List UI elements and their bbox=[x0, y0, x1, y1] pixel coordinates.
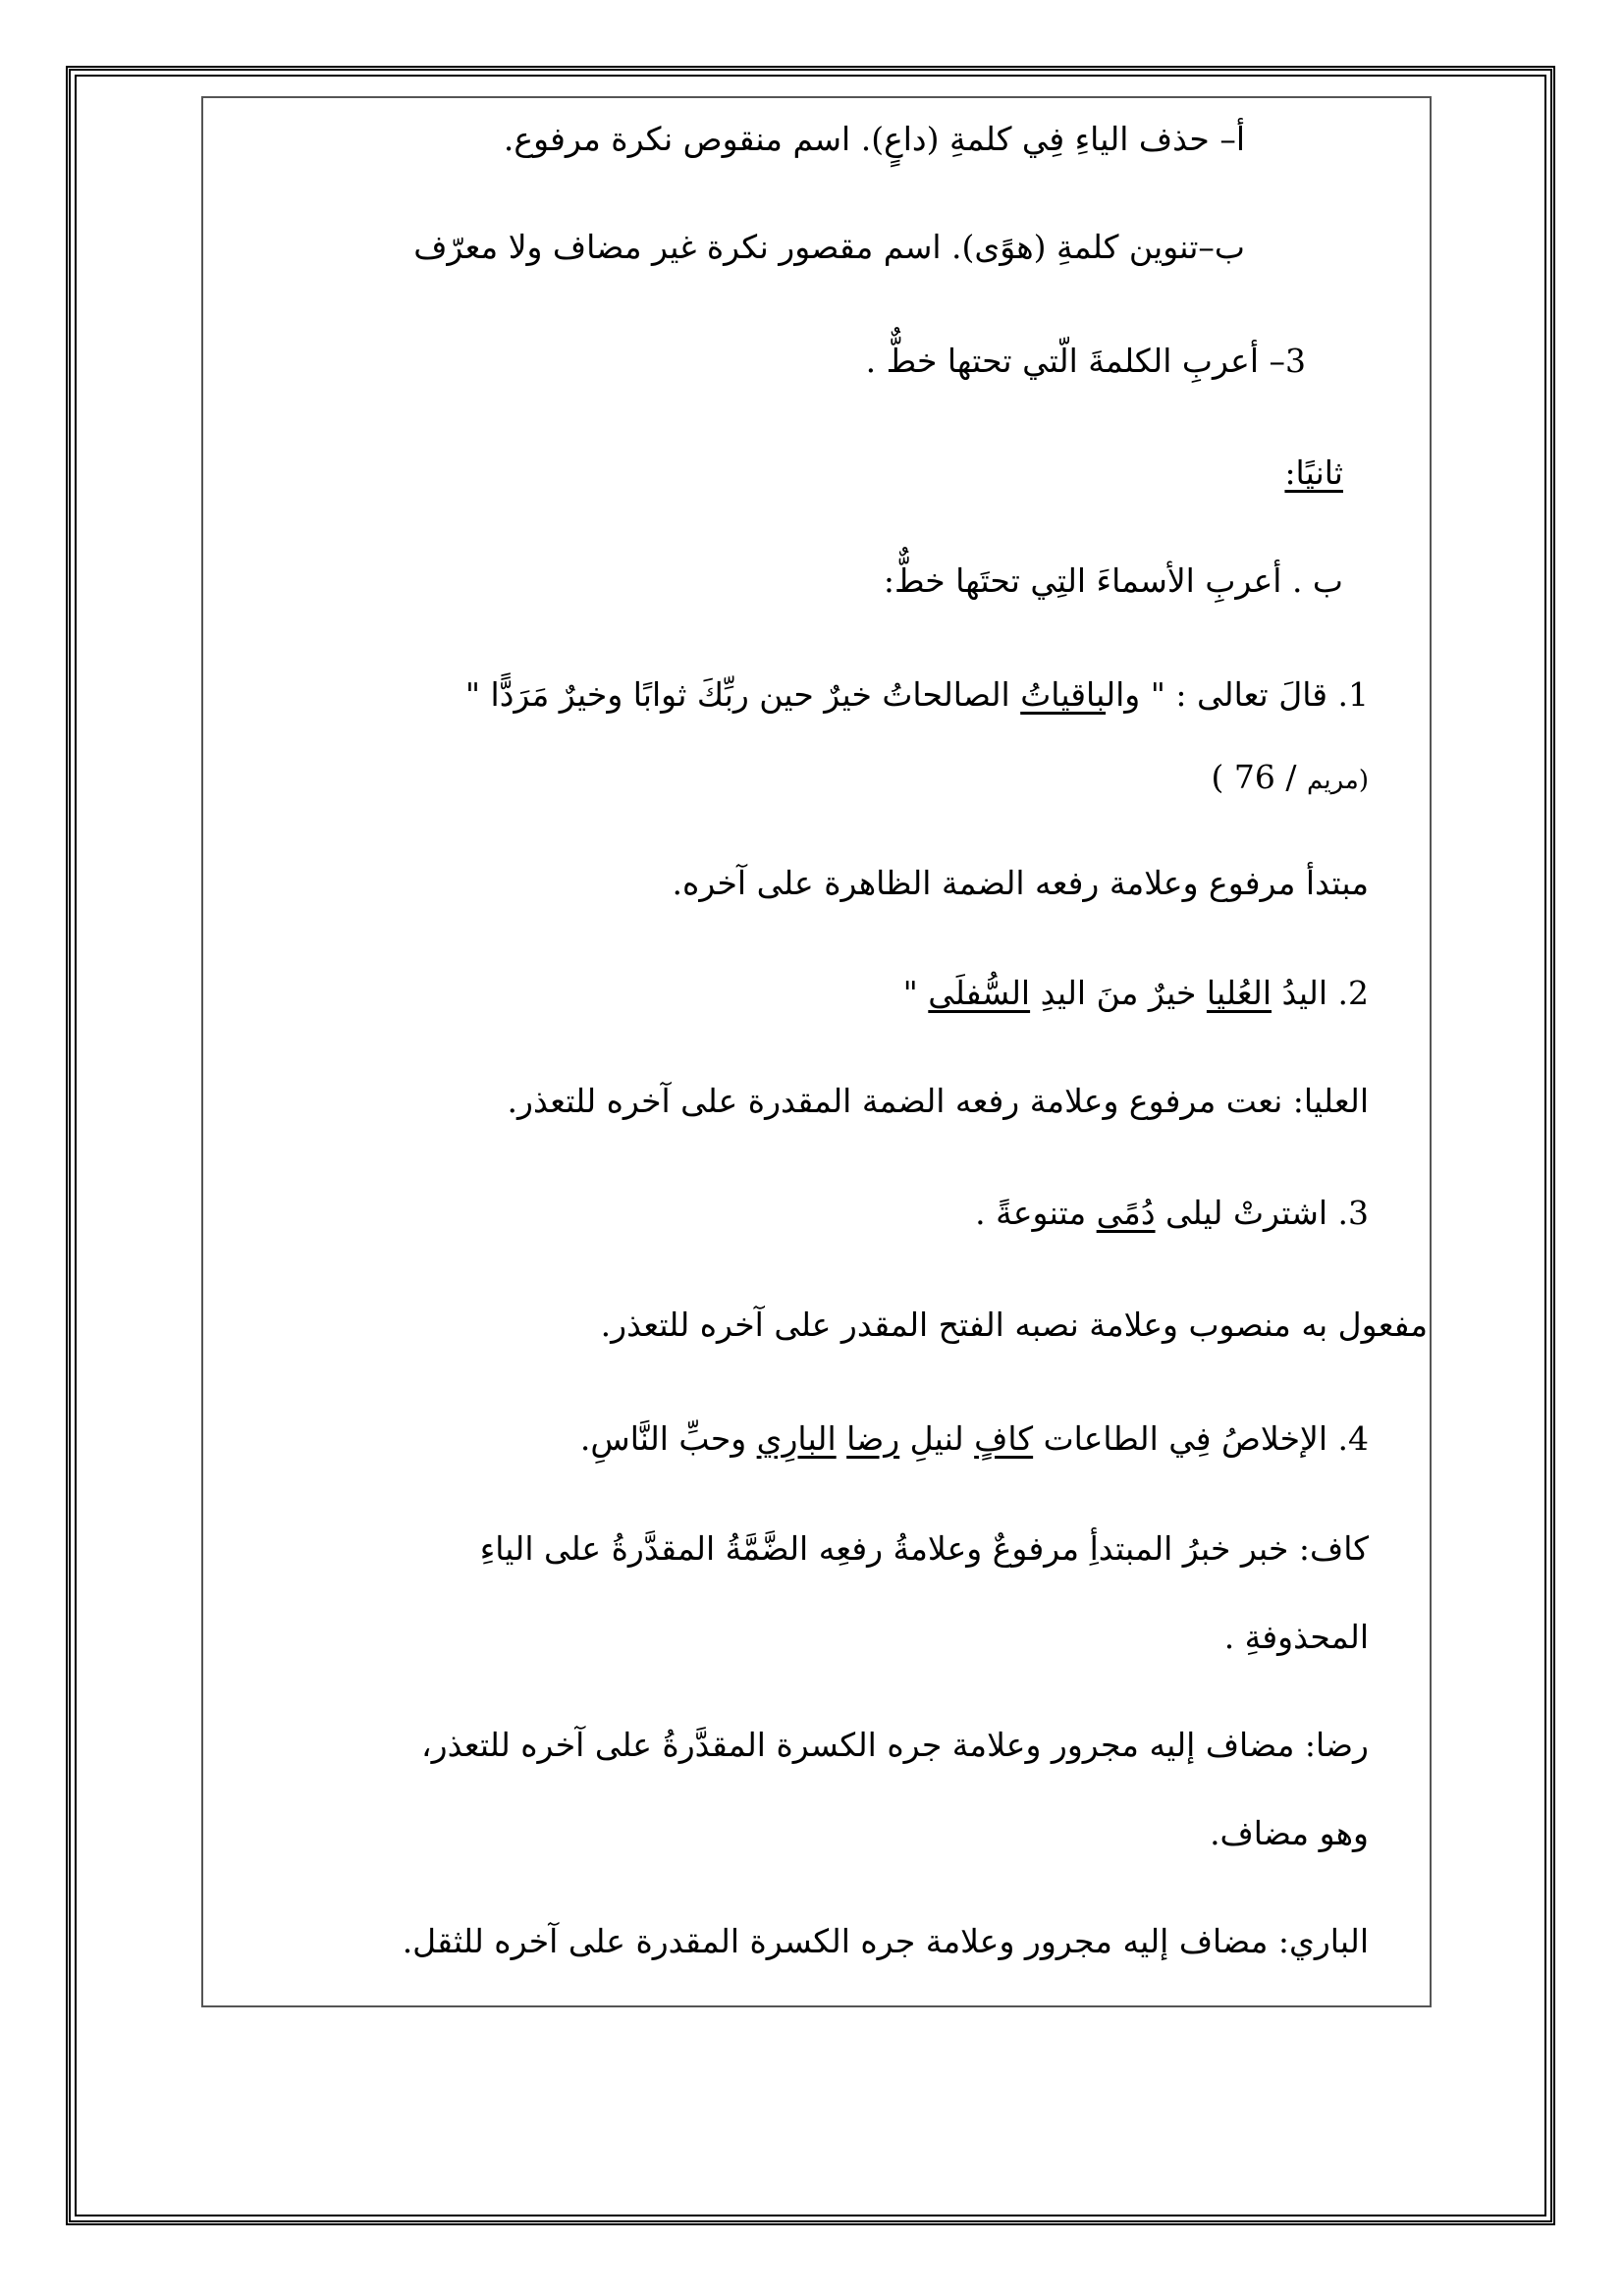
sentence-3-part-1: 3. اشترتْ ليلى bbox=[1155, 1194, 1369, 1232]
reference-surah: (مريم bbox=[1307, 766, 1369, 795]
sentence-3-part-2: متنوعةً . bbox=[975, 1194, 1097, 1232]
content-box bbox=[201, 96, 1432, 2007]
text-line-2: ب–تنوين كلمةِ (هوًى). اسم مقصور نكرة غير مضاف ولا معرّف bbox=[413, 228, 1245, 266]
text-line-sentence-3 bbox=[975, 1192, 1369, 1235]
sentence-4-part-3: وحبِّ النَّاسِ. bbox=[579, 1419, 757, 1458]
text-line-verse bbox=[465, 673, 1369, 717]
text-line-1: أ– حذف الياءِ فِي كلمةِ (داعٍ). اسم منقوص نكرة مرفوع. bbox=[503, 120, 1245, 158]
underlined-word-kaf: كافٍ bbox=[974, 1419, 1034, 1458]
verse-part-1: 1. قالَ تعالى : " وال bbox=[1106, 675, 1369, 714]
sentence-2-part-2: خيرٌ منَ اليدِ bbox=[1030, 974, 1207, 1012]
underlined-word-baqiyat: باقياتُ bbox=[1020, 675, 1107, 714]
sentence-2-part-3: " bbox=[902, 974, 929, 1012]
underlined-word-sufla: السُّفلَى bbox=[928, 974, 1031, 1012]
text-line-answer-4b: رضا: مضاف إليه مجرور وعلامة جره الكسرة المقدَّرةُ على آخره للتعذر، bbox=[421, 1726, 1369, 1764]
underlined-word-rida: رضا bbox=[846, 1419, 900, 1458]
text-line-answer-3: مفعول به منصوب وعلامة نصبه الفتح المقدر على آخره للتعذر. bbox=[600, 1306, 1428, 1344]
verse-part-2: الصالحاتُ خيرٌ حين ربِّكَ ثوابًا وخيرٌ مَرَدًّا " bbox=[464, 675, 1021, 714]
text-line-answer-4a-cont: المحذوفةِ . bbox=[1223, 1618, 1369, 1656]
sentence-4-part-2: لنيلِ bbox=[899, 1419, 975, 1458]
underlined-word-duma: دُمًى bbox=[1096, 1194, 1156, 1232]
sentence-4-space bbox=[837, 1419, 847, 1458]
reference-number: / 76 ) bbox=[1211, 758, 1308, 796]
text-line-instruction: ب . أعربِ الأسماءَ التِي تحتَها خطٌّ: bbox=[883, 561, 1343, 600]
text-line-answer-4a: كاف: خبر خبرُ المبتدأِ مرفوعٌ وعلامةُ رفعِه الضَّمَّةُ المقدَّرةُ على الياءِ bbox=[479, 1529, 1369, 1568]
text-line-answer-1: مبتدأ مرفوع وعلامة رفعه الضمة الظاهرة على آخره. bbox=[672, 864, 1369, 902]
text-line-sentence-2 bbox=[903, 972, 1369, 1015]
text-line-answer-2: العليا: نعت مرفوع وعلامة رفعه الضمة المقدرة على آخره للتعذر. bbox=[507, 1082, 1369, 1120]
text-line-answer-4b-cont: وهو مضاف. bbox=[1210, 1814, 1369, 1852]
text-line-3: 3– أعربِ الكلمةَ الّتي تحتها خطٌّ . bbox=[865, 342, 1306, 380]
sentence-4-part-1: 4. الإخلاصُ فِي الطاعات bbox=[1033, 1419, 1369, 1458]
sentence-2-part-1: 2. اليدُ bbox=[1272, 974, 1369, 1012]
text-line-answer-4c: الباري: مضاف إليه مجرور وعلامة جره الكسرة المقدرة على آخره للثقل. bbox=[402, 1922, 1369, 1960]
text-line-sentence-4 bbox=[580, 1417, 1369, 1461]
section-heading-second: ثانيًا: bbox=[1284, 454, 1343, 492]
underlined-word-ulya: العُليا bbox=[1206, 974, 1272, 1012]
underlined-word-bari: البارِي bbox=[756, 1419, 837, 1458]
text-line-reference bbox=[1212, 756, 1369, 802]
